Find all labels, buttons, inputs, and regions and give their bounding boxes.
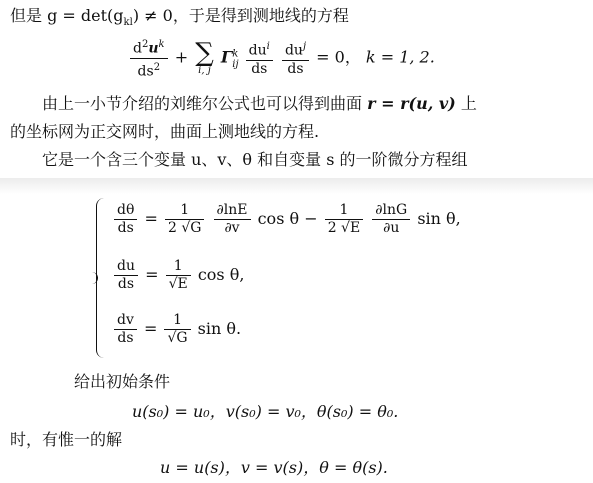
page-break-band [0, 178, 593, 194]
summation: ∑ i, j [195, 37, 214, 76]
solution-equation: u = u(s)，v = v(s)，θ = θ(s). [160, 458, 388, 477]
equation-rhs: = 0， [316, 47, 361, 67]
system-row-v: $\frac{dv}{ds}$ = $\frac{1}{√G}$ sin θ. [112, 312, 241, 347]
paragraph-unique-solution: 时，有惟一的解 [10, 430, 123, 449]
intro-text: 但是 g = det(g [10, 6, 124, 25]
geodesic-equation: $\frac{d^2u^k}{ds^2}$ + ∑ i, j $\Gamma^k_{ij}$ $\frac{du^i}{ds}$ $\frac{du^j}{ds}$ = 0， k = 1, 2. [128, 36, 435, 80]
paragraph-initial-conditions: 给出初始条件 [74, 372, 171, 391]
plus-sign: + [174, 47, 189, 67]
duj-fraction: $\frac{du^j}{ds}$ [282, 38, 309, 78]
system-row-theta: $\frac{d\theta}{ds}$ = $\frac{1}{2 √G}$ $\frac{\partial\ln E}{\partial v}$ cos θ − $\frac{1}{2 √E}$ $\frac{\partial\ln G}{\partial u}$ sin θ, [112, 202, 461, 237]
intro-line [10, 6, 349, 33]
intro-subscript: kl [123, 17, 133, 29]
paragraph-liouville: 由上一小节介绍的刘维尔公式也可以得到曲面 r = r(u, v) 上 [42, 94, 477, 113]
initial-conditions: u(s₀) = u₀，v(s₀) = v₀，θ(s₀) = θ₀. [132, 402, 399, 421]
system-row-u: $\frac{du}{ds}$ = $\frac{1}{√E}$ cos θ, [112, 258, 244, 293]
christoffel-symbol: Γ [220, 47, 233, 67]
intro-rest-text: ) ≠ 0，于是得到测地线的方程 [132, 6, 349, 25]
second-derivative-fraction: $\frac{d^2u^k}{ds^2}$ [130, 36, 168, 80]
paragraph-orthogonal: 的坐标网为正交网时，曲面上测地线的方程. [10, 122, 320, 141]
dui-fraction: $\frac{du^i}{ds}$ [246, 38, 273, 78]
index-range: k = 1, 2. [365, 47, 435, 67]
surface-vector: r = r(u, v) [367, 94, 456, 113]
paragraph-system-intro: 它是一个含三个变量 u、v、θ 和自变量 s 的一阶微分方程组 [42, 150, 468, 169]
